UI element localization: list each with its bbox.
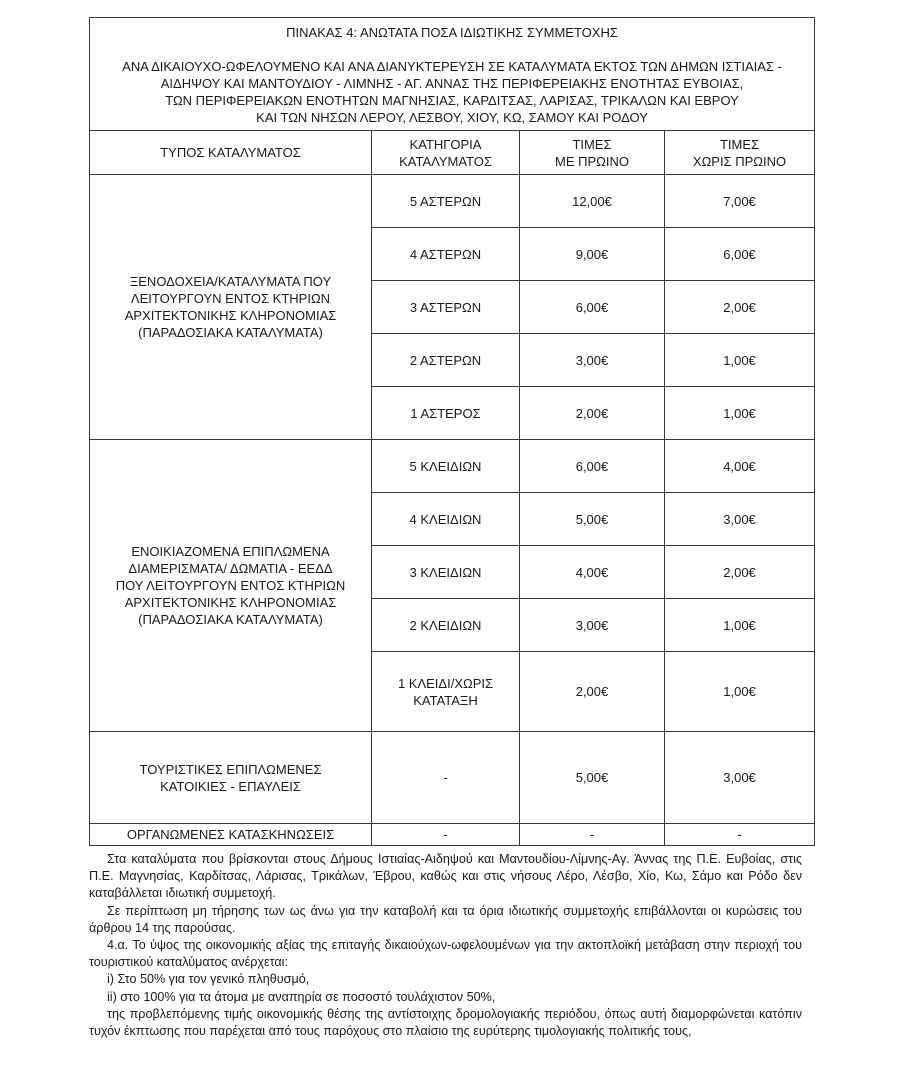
price-without-breakfast-cell: 1,00€ — [665, 599, 815, 652]
price-without-breakfast-cell: 1,00€ — [665, 652, 815, 732]
category-cell — [372, 546, 520, 599]
accommodation-type-cell — [90, 440, 372, 732]
category-cell-line: 2 ΚΛΕΙΔΙΩΝ — [409, 617, 482, 633]
category-cell — [372, 387, 520, 440]
accommodation-type-cell-line: ΠΟΥ ΛΕΙΤΟΥΡΓΟΥΝ ΕΝΤΟΣ ΚΤΗΡΙΩΝ — [115, 578, 346, 593]
table-header-row — [90, 131, 815, 175]
price-without-breakfast-cell: 1,00€ — [665, 387, 815, 440]
paragraph: ii) στο 100% για τα άτομα με αναπηρία σε ποσοστό τουλάχιστον 50%, — [107, 989, 496, 1004]
accommodation-type-cell-line: ΚΑΤΟΙΚΙΕΣ - ΕΠΑΥΛΕΙΣ — [160, 778, 301, 794]
table-row — [90, 824, 815, 846]
table-row — [90, 732, 815, 824]
subtitle-line: ΑΝΑ ΔΙΚΑΙΟΥΧΟ-ΩΦΕΛΟΥΜΕΝΟ ΚΑΙ ΑΝΑ ΔΙΑΝΥΚΤΕΡΕΥΣΗ ΣΕ ΚΑΤΑΛΥΜΑΤΑ ΕΚΤΟΣ ΤΩΝ ΔΗΜΩΝ ΙΣΤΙΑΙΑΣ - — [122, 59, 782, 74]
category-cell-line: 4 ΚΛΕΙΔΙΩΝ — [409, 511, 482, 527]
price-with-breakfast-cell: 6,00€ — [520, 440, 665, 493]
price-with-breakfast-cell: 4,00€ — [520, 546, 665, 599]
accommodation-type-cell-line: ΟΡΓΑΝΩΜΕΝΕΣ ΚΑΤΑΣΚΗΝΩΣΕΙΣ — [126, 827, 335, 842]
accommodation-type-cell-line: ΤΟΥΡΙΣΤΙΚΕΣ ΕΠΙΠΛΩΜΕΝΕΣ — [139, 761, 322, 777]
price-with-breakfast-cell: 5,00€ — [520, 732, 665, 824]
header-type: ΤΥΠΟΣ ΚΑΤΑΛΥΜΑΤΟΣ — [90, 131, 372, 175]
paragraph: 4.α. Το ύψος της οικονομικής αξίας της επιταγής δικαιούχων-ωφελουμένων για την ακτοπλοϊκή μετάβαση στην περιοχή του τουριστικού καταλύματος ανέρχεται: — [89, 938, 802, 970]
accommodation-type-cell-line: ΞΕΝΟΔΟΧΕΙΑ/ΚΑΤΑΛΥΜΑΤΑ ΠΟΥ — [129, 274, 332, 289]
accommodation-type-cell-line: ΑΡΧΙΤΕΚΤΟΝΙΚΗΣ ΚΛΗΡΟΝΟΜΙΑΣ — [124, 595, 337, 610]
category-cell — [372, 824, 520, 846]
accommodation-type-cell-line: ΑΡΧΙΤΕΚΤΟΝΙΚΗΣ ΚΛΗΡΟΝΟΜΙΑΣ — [124, 308, 337, 323]
header-without-breakfast: ΤΙΜΕΣ ΧΩΡΙΣ ΠΡΩΙΝΟ — [665, 131, 815, 175]
header-category: ΚΑΤΗΓΟΡΙΑ ΚΑΤΑΛΥΜΑΤΟΣ — [372, 131, 520, 175]
table-title-cell — [90, 18, 815, 131]
category-cell-line: 5 ΚΛΕΙΔΙΩΝ — [409, 458, 482, 474]
accommodation-type-cell — [90, 732, 372, 824]
subtitle-line: ΑΙΔΗΨΟΥ ΚΑΙ ΜΑΝΤΟΥΔΙΟΥ - ΛΙΜΝΗΣ - ΑΓ. ΑΝΝΑΣ ΤΗΣ ΠΕΡΙΦΕΡΕΙΑΚΗΣ ΕΝΟΤΗΤΑΣ ΕΥΒΟΙΑΣ, — [160, 76, 744, 91]
category-cell — [372, 175, 520, 228]
price-with-breakfast-cell: 2,00€ — [520, 652, 665, 732]
category-cell-line: 2 ΑΣΤΕΡΩΝ — [409, 352, 482, 368]
price-without-breakfast-cell: 2,00€ — [665, 546, 815, 599]
price-with-breakfast-cell: 5,00€ — [520, 493, 665, 546]
accommodation-type-cell-line: ΕΝΟΙΚΙΑΖΟΜΕΝΑ ΕΠΙΠΛΩΜΕΝΑ — [131, 544, 330, 559]
category-cell — [372, 732, 520, 824]
subtitle-line: ΚΑΙ ΤΩΝ ΝΗΣΩΝ ΛΕΡΟΥ, ΛΕΣΒΟΥ, ΧΙΟΥ, ΚΩ, ΣΑΜΟΥ ΚΑΙ ΡΟΔΟΥ — [256, 110, 648, 125]
category-cell — [372, 334, 520, 387]
category-cell-line: - — [443, 770, 448, 785]
price-with-breakfast-cell: 2,00€ — [520, 387, 665, 440]
category-cell-line: 5 ΑΣΤΕΡΩΝ — [409, 193, 482, 209]
category-cell — [372, 281, 520, 334]
category-cell — [372, 493, 520, 546]
price-without-breakfast-cell: - — [665, 824, 815, 846]
table-row — [90, 440, 815, 493]
table-title: ΠΙΝΑΚΑΣ 4: ΑΝΩΤΑΤΑ ΠΟΣΑ ΙΔΙΩΤΙΚΗΣ ΣΥΜΜΕΤΟΧΗΣ — [286, 25, 618, 40]
category-cell-line: 1 ΚΛΕΙΔΙ/ΧΩΡΙΣ — [397, 675, 494, 691]
subtitle-line: ΤΩΝ ΠΕΡΙΦΕΡΕΙΑΚΩΝ ΕΝΟΤΗΤΩΝ ΜΑΓΝΗΣΙΑΣ, ΚΑΡΔΙΤΣΑΣ, ΛΑΡΙΣΑΣ, ΤΡΙΚΑΛΩΝ ΚΑΙ ΕΒΡΟΥ — [165, 93, 739, 108]
price-without-breakfast-cell: 6,00€ — [665, 228, 815, 281]
table-row — [90, 175, 815, 228]
paragraph: της προβλεπόμενης τιμής οικονομικής θέσης της αντίστοιχης δρομολογιακής περιόδου, όπως αυτή διαμορφώνεται κατόπιν τυχόν έκπτωσης που παρέχεται από τους παρόχους στο πλαίσιο της ευρύτερης τιμολογιακής πολιτικής τους, — [89, 1006, 802, 1039]
paragraph: i) Στο 50% για τον γενικό πληθυσμό, — [107, 972, 310, 987]
category-cell-line: - — [443, 827, 448, 842]
category-cell-line: 1 ΑΣΤΕΡΟΣ — [410, 405, 481, 421]
category-cell — [372, 228, 520, 281]
price-with-breakfast-cell: 9,00€ — [520, 228, 665, 281]
private-contribution-table — [89, 17, 815, 846]
category-cell-line: 4 ΑΣΤΕΡΩΝ — [409, 246, 482, 262]
category-cell — [372, 440, 520, 493]
header-with-breakfast: ΤΙΜΕΣ ΜΕ ΠΡΩΙΝΟ — [520, 131, 665, 175]
price-with-breakfast-cell: 12,00€ — [520, 175, 665, 228]
category-cell-line: 3 ΑΣΤΕΡΩΝ — [409, 299, 482, 315]
price-without-breakfast-cell: 2,00€ — [665, 281, 815, 334]
body-text — [89, 851, 802, 1040]
category-cell — [372, 599, 520, 652]
accommodation-type-cell-line: ΔΙΑΜΕΡΙΣΜΑΤΑ/ ΔΩΜΑΤΙΑ - ΕΕΔΔ — [128, 561, 333, 576]
price-with-breakfast-cell: - — [520, 824, 665, 846]
price-without-breakfast-cell: 3,00€ — [665, 732, 815, 824]
price-with-breakfast-cell: 3,00€ — [520, 334, 665, 387]
price-with-breakfast-cell: 6,00€ — [520, 281, 665, 334]
accommodation-type-cell — [90, 824, 372, 846]
table-subtitle — [104, 58, 800, 126]
price-with-breakfast-cell: 3,00€ — [520, 599, 665, 652]
accommodation-type-cell-line: (ΠΑΡΑΔΟΣΙΑΚΑ ΚΑΤΑΛΥΜΑΤΑ) — [138, 612, 323, 627]
paragraph: Σε περίπτωση μη τήρησης των ως άνω για την καταβολή και τα όρια ιδιωτικής συμμετοχής επιβάλλονται οι κυρώσεις του άρθρου 14 της παρούσας. — [89, 903, 802, 935]
category-cell-line: ΚΑΤΑΤΑΞΗ — [413, 692, 478, 708]
accommodation-type-cell-line: ΛΕΙΤΟΥΡΓΟΥΝ ΕΝΤΟΣ ΚΤΗΡΙΩΝ — [130, 291, 331, 306]
paragraph: Στα καταλύματα που βρίσκονται στους Δήμους Ιστιαίας-Αιδηψού και Μαντουδίου-Λίμνης-Αγ. Άννας της Π.Ε. Ευβοίας, στις Π.Ε. Μαγνησίας, Καρδίτσας, Λάρισας, Τρικάλων, Έβρου, καθώς και στις νήσους Λέρο, Λέσβο, Χίο, Κω, Σάμο και Ρόδο δεν καταβάλλεται ιδιωτική συμμετοχή. — [89, 852, 802, 901]
accommodation-type-cell-line: (ΠΑΡΑΔΟΣΙΑΚΑ ΚΑΤΑΛΥΜΑΤΑ) — [138, 325, 323, 340]
category-cell-line: 3 ΚΛΕΙΔΙΩΝ — [409, 564, 482, 580]
price-without-breakfast-cell: 1,00€ — [665, 334, 815, 387]
price-without-breakfast-cell: 4,00€ — [665, 440, 815, 493]
price-without-breakfast-cell: 3,00€ — [665, 493, 815, 546]
category-cell — [372, 652, 520, 732]
price-without-breakfast-cell: 7,00€ — [665, 175, 815, 228]
accommodation-type-cell — [90, 175, 372, 440]
